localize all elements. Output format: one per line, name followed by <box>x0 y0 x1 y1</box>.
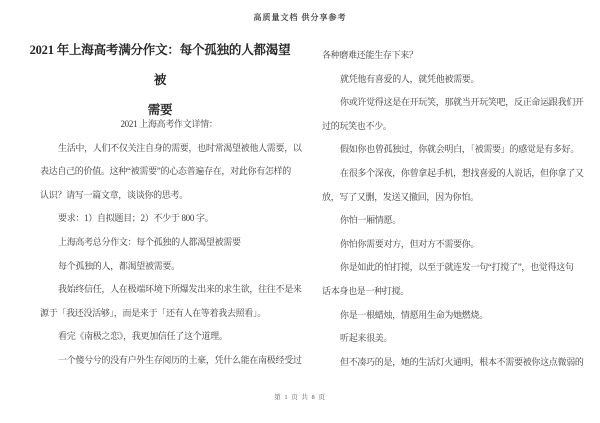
text-line: 我始终信任，人在极端环境下所爆发出来的求生欲，往往不是来 <box>58 284 302 295</box>
left-text-column <box>40 113 302 373</box>
text-line: 放，写了又删，发送又撤回，因为你怕。 <box>322 191 479 202</box>
text-line: 上海高考总分作文：每个孤独的人都渴望被需要 <box>58 236 241 247</box>
text-line: 表达自己的价值。这种“被需要”的心态普遍存在，对此你有怎样的 <box>40 166 291 177</box>
text-line: 就凭他有喜爱的人，就凭他被需要。 <box>340 73 480 84</box>
text-line: 各种磨难还能生存下来？ <box>322 50 418 60</box>
text-line: 话本身也是一种打搅。 <box>322 285 410 296</box>
text-line: 要求：1）自拟题目；2）不少于 800 字。 <box>58 213 214 224</box>
text-line: 你怕你需要对方，但对方不需要你。 <box>340 238 480 249</box>
text-line: 每个孤独的人，都渴望被需要。 <box>58 260 180 271</box>
text-line: 你或许觉得这是在开玩笑，那就当开玩笑吧，反正命运跟我们开 <box>340 97 584 108</box>
text-line: 认识？请写一篇文章，谈谈你的思考。 <box>40 189 188 200</box>
text-line: 但不凑巧的是，她的生活灯火通明，根本不需要被你这点微弱的 <box>340 356 584 367</box>
document-title-line-1: 2021 年上海高考满分作文：每个孤独的人都渴望被 <box>29 43 291 87</box>
text-line: 源于「我还没活够」，而是来于「还有人在等着我去照看」。 <box>40 307 266 318</box>
text-line: 生活中，人们不仅关注自身的需要，也时常渴望被他人需要，以 <box>58 142 302 153</box>
text-line: 一个傻兮兮的没有户外生存阅历的土豪，凭什么能在南极经受过 <box>58 354 302 365</box>
text-line: 你怕一厢情愿。 <box>340 215 401 226</box>
text-line: 2021 上海高考作文详情： <box>120 119 218 129</box>
text-line: 假如你也曾孤独过，你就会明白，「被需要」的感觉是有多好。 <box>340 144 580 155</box>
text-line: 你是一根蜡烛，情愿用生命为她燃烧。 <box>340 309 488 320</box>
text-line: 过的玩笑也不少。 <box>322 120 392 131</box>
text-line: 你是如此的怕打搅，以至于就连发一句“打搅了”，也觉得这句 <box>340 262 574 273</box>
document-title-line-2: 需要 <box>147 103 173 117</box>
page-number: 第 1 页 共 8 页 <box>274 394 326 401</box>
text-line: 听起来很美。 <box>340 333 393 344</box>
page-header-watermark: 高质量文档 供分享参考 <box>253 13 347 22</box>
document-title <box>28 35 292 125</box>
text-line: 在很多个深夜，你曾拿起手机，想找喜爱的人说话，但你拿了又 <box>340 167 584 178</box>
text-line: 看完《南极之恋》，我更加信任了这个道理。 <box>58 331 228 342</box>
right-text-column <box>322 44 584 374</box>
